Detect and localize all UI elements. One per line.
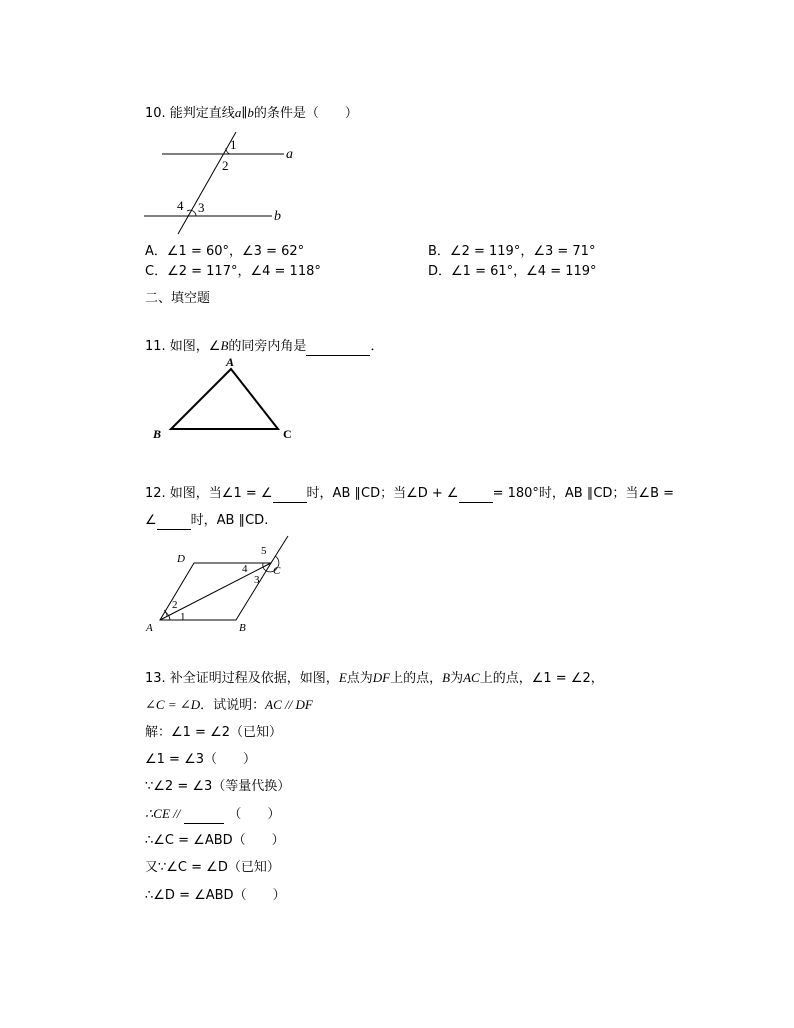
q13-step-5: ∴∠C = ∠ABD（ ）: [145, 833, 285, 848]
label-A: A: [146, 622, 153, 634]
q13-s4-a: ∴CE //: [145, 806, 181, 821]
q13-answer-blank[interactable]: [184, 809, 224, 824]
q13-step-7: ∴∠D = ∠ABD（ ）: [145, 888, 286, 903]
label-B: B: [239, 622, 246, 634]
label-angle-1: 1: [180, 611, 186, 623]
q13-step-4: [145, 805, 280, 824]
triangle-abc: [171, 369, 278, 429]
extension-line: [271, 536, 288, 563]
q12-blank-3[interactable]: [157, 515, 191, 530]
transversal: [178, 132, 236, 234]
q13-l2-c: AC // DF: [265, 697, 313, 712]
label-angle-5: 5: [261, 545, 267, 557]
q11-end: ．: [370, 339, 384, 354]
q12-line1: [145, 485, 674, 503]
q12-figure: [140, 532, 300, 638]
label-D: D: [177, 553, 185, 565]
label-C: C: [283, 427, 292, 441]
q10-option-d: D．∠1 = 61°，∠4 = 119°: [428, 264, 597, 279]
q10-option-a: A．∠1 = 60°，∠3 = 62°: [145, 244, 305, 259]
q13-line2: [145, 696, 313, 715]
q13-l1-b: 点为: [346, 671, 373, 686]
q12-l1-b: 时，AB ∥CD；当∠D + ∠: [306, 486, 459, 501]
q11-prefix: 11. 如图，∠: [145, 339, 221, 354]
q13-step-6: 又∵∠C = ∠D（已知）: [145, 860, 280, 875]
q13-l1-a: 13. 补全证明过程及依据，如图，: [145, 671, 339, 686]
label-C: C: [273, 565, 281, 577]
q13-l1-ac: AC: [463, 670, 480, 685]
label-angle-3: 3: [254, 574, 260, 586]
label-2: 2: [222, 158, 229, 173]
q13-l1-c: 上的点，: [390, 671, 443, 686]
q10-math: a∥b: [234, 105, 254, 120]
q12-line2: [145, 512, 268, 530]
q12-blank-1[interactable]: [273, 488, 307, 503]
q12-l2-b: 时，AB ∥CD.: [190, 513, 269, 528]
label-4: 4: [177, 198, 184, 213]
q12-l1-a: 12. 如图，当∠1 = ∠: [145, 486, 273, 501]
label-angle-4: 4: [242, 563, 248, 575]
q13-l1-e2: 上的点，∠1 = ∠2，: [479, 671, 604, 686]
label-angle-2: 2: [172, 599, 178, 611]
q13-line1: [145, 669, 604, 688]
q11-figure: [150, 352, 300, 444]
q13-step-2: ∠1 = ∠3（ ）: [145, 752, 257, 767]
q13-step-3: ∵∠2 = ∠3（等量代换）: [145, 779, 291, 794]
q11-math: B: [220, 338, 229, 353]
q13-l1-bb: B: [442, 670, 451, 685]
q13-l2-a: ∠C = ∠D: [145, 697, 201, 712]
q12-blank-2[interactable]: [459, 488, 493, 503]
q11-suffix: 的同旁内角是: [228, 339, 307, 354]
q11-answer-blank[interactable]: [306, 341, 370, 356]
q10-figure: [140, 130, 320, 240]
q13-s4-b: （ ）: [228, 807, 281, 822]
q13-l1-e: E: [338, 670, 347, 685]
q10-option-b: B．∠2 = 119°，∠3 = 71°: [428, 244, 596, 259]
q10-option-c: C．∠2 = 117°，∠4 = 118°: [145, 264, 321, 279]
q13-step-1: 解：∠1 = ∠2（已知）: [145, 725, 283, 740]
label-a: a: [286, 147, 293, 162]
label-B: B: [153, 427, 162, 441]
label-1: 1: [230, 137, 237, 152]
q10-suffix: 的条件是（ ）: [253, 106, 358, 121]
q12-l1-c: = 180°时，AB ∥CD；当∠B =: [492, 486, 675, 501]
label-A: A: [226, 355, 235, 369]
q10-prefix: 10. 能判定直线: [145, 106, 235, 121]
q12-l2-a: ∠: [145, 513, 157, 528]
q13-l1-df: DF: [372, 670, 391, 685]
section-title: 二、填空题: [145, 291, 211, 306]
label-b: b: [274, 209, 281, 224]
q13-l2-b: ．试说明：: [200, 698, 266, 713]
q10-stem: [145, 104, 358, 123]
label-3: 3: [198, 200, 205, 215]
q13-l1-d: 为: [450, 671, 464, 686]
